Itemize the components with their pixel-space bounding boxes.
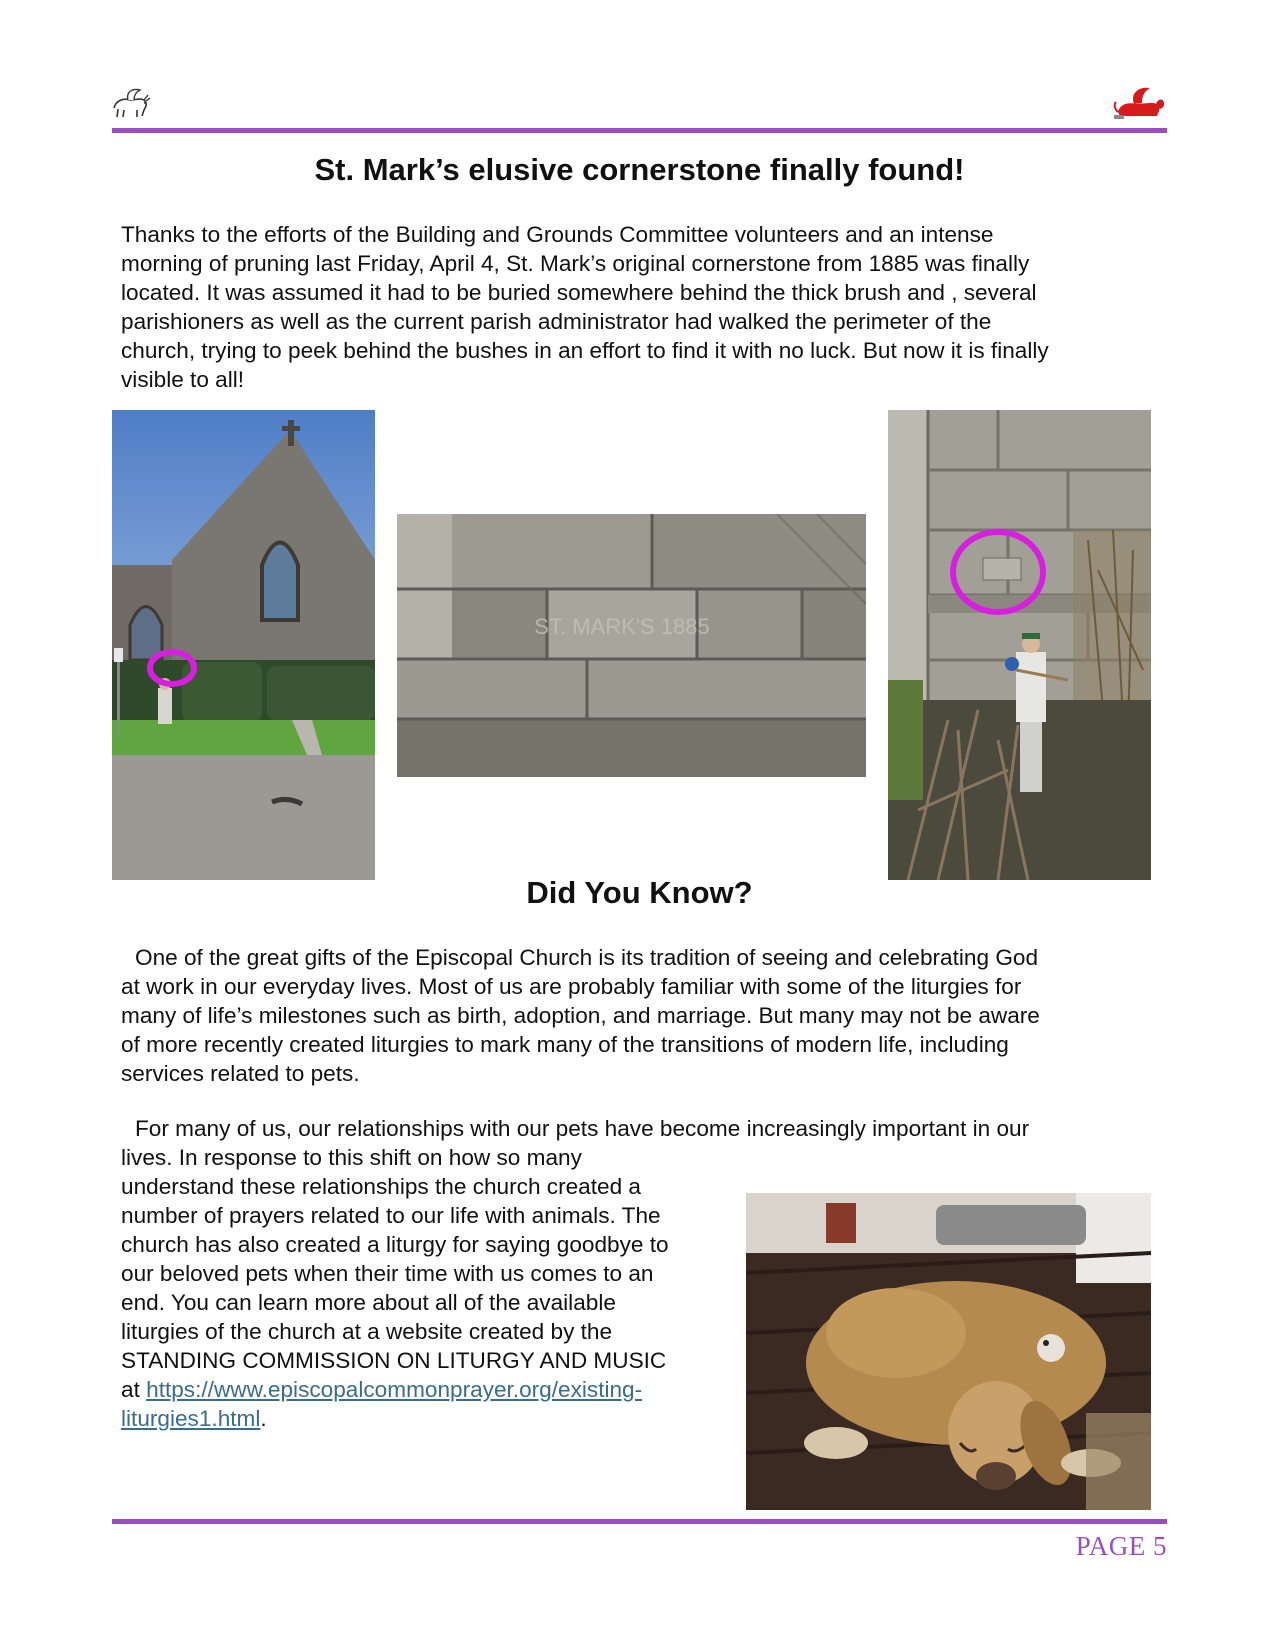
- text-line: located. It was assumed it had to be buried somewhere behind the thick brush and , several: [121, 280, 1037, 305]
- liturgies-link-continued[interactable]: liturgies1.html: [121, 1406, 261, 1431]
- text-line: church has also created a liturgy for saying goodbye to: [121, 1232, 669, 1257]
- text-line: end. You can learn more about all of the available: [121, 1290, 616, 1315]
- text-line: STANDING COMMISSION ON LITURGY AND MUSIC: [121, 1348, 667, 1373]
- text-line: Thanks to the efforts of the Building and Grounds Committee volunteers and an intense: [121, 222, 994, 247]
- sleeping-dog-photo: [746, 1193, 1151, 1510]
- text-line: church, trying to peek behind the bushes in an effort to find it with no luck. But now it is finally: [121, 338, 1049, 363]
- text-line: visible to all!: [121, 367, 245, 392]
- text-line: understand these relationships the church created a: [121, 1174, 641, 1199]
- red-winged-lion-icon: [1112, 84, 1168, 122]
- cornerstone-closeup-photo: [397, 514, 866, 777]
- cornerstone-inscription: ST. MARK'S 1885: [534, 614, 710, 639]
- liturgies-link[interactable]: https://www.episcopalcommonprayer.org/existing-: [146, 1377, 643, 1402]
- text-line: morning of pruning last Friday, April 4, St. Mark’s original cornerstone from 1885 was finally: [121, 251, 1030, 276]
- text-line: of more recently created liturgies to mark many of the transitions of modern life, including: [121, 1032, 1009, 1057]
- text-line: number of prayers related to our life with animals. The: [121, 1203, 661, 1228]
- church-front-photo: [112, 410, 375, 880]
- link-suffix: .: [260, 1406, 267, 1431]
- article-title: St. Mark’s elusive cornerstone finally found!: [314, 152, 965, 187]
- text-line: at work in our everyday lives. Most of us are probably familiar with some of the liturgies for: [121, 974, 1022, 999]
- winged-ox-icon: [110, 86, 152, 122]
- text-line: many of life’s milestones such as birth, adoption, and marriage. But many may not be aware: [121, 1003, 1040, 1028]
- text-line: services related to pets.: [121, 1061, 360, 1086]
- footer-rule: [112, 1519, 1167, 1524]
- text-line: For many of us, our relationships with our pets have become increasingly important in our: [135, 1116, 1030, 1141]
- text-line: One of the great gifts of the Episcopal Church is its tradition of seeing and celebrating God: [135, 945, 1039, 970]
- link-prefix: at: [121, 1377, 147, 1402]
- volunteer-pruning-photo: [888, 410, 1151, 880]
- text-line: lives. In response to this shift on how so many: [121, 1145, 582, 1170]
- header-rule: [112, 128, 1167, 133]
- section-title: Did You Know?: [526, 875, 753, 910]
- text-line: parishioners as well as the current parish administrator had walked the perimeter of the: [121, 309, 992, 334]
- page-number: PAGE 5: [1075, 1531, 1167, 1561]
- text-line: liturgies of the church at a website created by the: [121, 1319, 613, 1344]
- article-body: [121, 220, 1049, 394]
- section-paragraph-1: [121, 943, 1040, 1088]
- text-line: our beloved pets when their time with us comes to an: [121, 1261, 654, 1286]
